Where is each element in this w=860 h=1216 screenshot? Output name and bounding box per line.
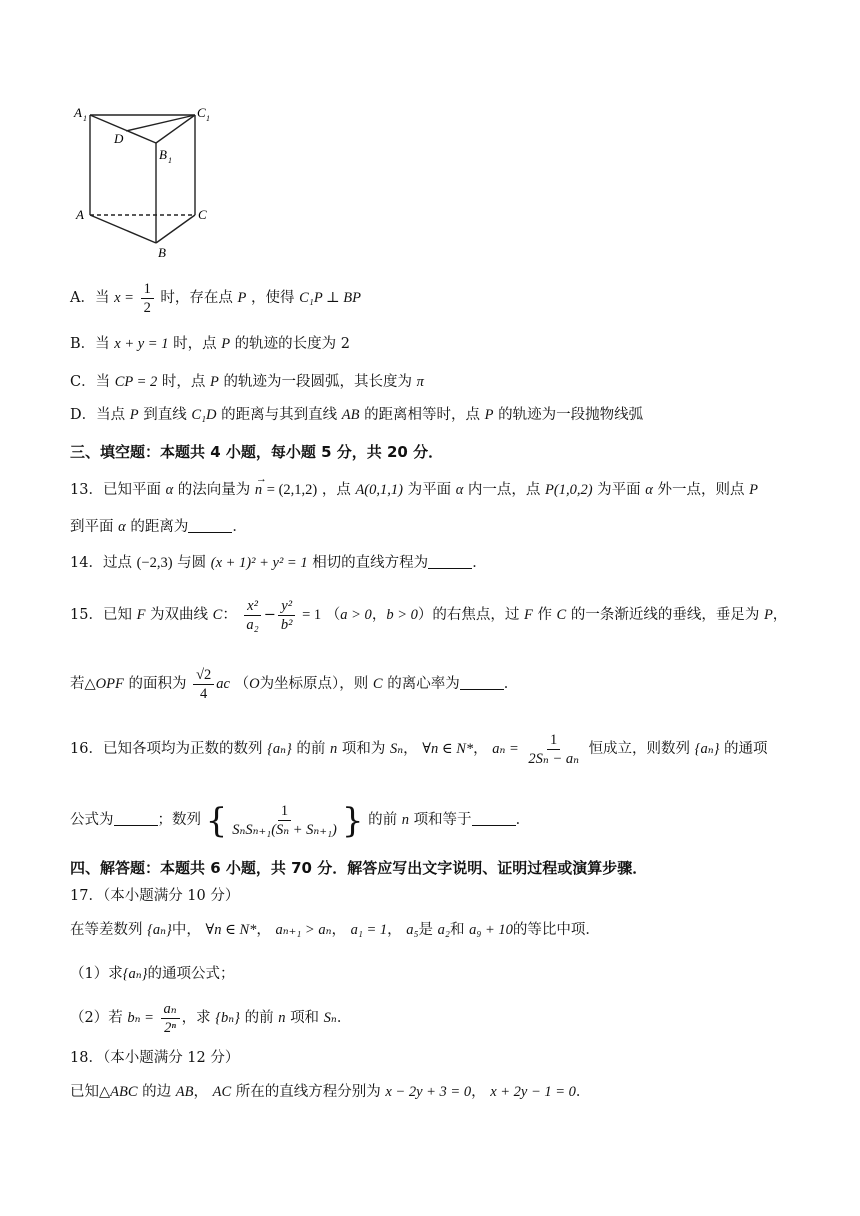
q15-frac-y <box>278 597 296 634</box>
q15-c: C <box>212 607 223 623</box>
option-c-suffix: 的轨迹为一段圆弧，其长度为 <box>223 374 412 390</box>
q17-end: ． <box>336 1010 352 1026</box>
q15-l2d: 为坐标原点），则 <box>259 676 369 692</box>
answer-blank <box>188 518 232 533</box>
q16-sn: Sₙ <box>389 741 404 757</box>
q14-end: ． <box>472 555 487 571</box>
question-15-line1: 15．已知 F 为双曲线 C： $\frac{\text{x²}}{\text{a₂}}$ − $\frac{\text{y²}}{\text{b²}}$ = 1 （a > 0，b > 0）的右焦点，过 F 作 C 的一条渐近线的垂线，垂足为 P， <box>70 597 788 633</box>
q18-t2: 的边 <box>142 1084 172 1100</box>
q17-p2c: 的前 <box>244 1010 274 1026</box>
label-a1-sub: 1 <box>83 114 87 123</box>
frac-num: 1 <box>141 280 154 299</box>
q13-num: 13． <box>70 482 103 498</box>
q13-t4: 为平面 <box>407 482 452 498</box>
option-d-mid3: 的距离相等时，点 <box>364 407 481 423</box>
q17-t7: 和 <box>449 922 465 938</box>
q14-circle: (x + 1)² + y² = 1 <box>210 555 308 571</box>
q16-t6: 恒成立，则数列 <box>588 741 691 757</box>
q16-aneq: aₙ = <box>492 741 519 757</box>
option-d-math-p2: P <box>484 407 494 423</box>
answer-blank <box>472 811 516 826</box>
q15-end: ． <box>503 676 519 692</box>
option-a-math-p: P <box>237 290 247 306</box>
q15-t3: （ <box>325 607 341 623</box>
q13-p: P(1,0,2) <box>545 482 593 498</box>
q16-t5: ， <box>473 741 488 757</box>
q17-t6: 是 <box>418 922 434 938</box>
label-d: D <box>114 131 124 146</box>
q15-t6: 作 <box>537 607 552 623</box>
right-brace: } <box>341 801 364 841</box>
q13-t8: 到平面 <box>70 519 114 535</box>
question-17-part1 <box>70 962 234 983</box>
option-b-suffix: 的轨迹的长度为 2 <box>234 336 350 352</box>
q14-num: 14． <box>70 555 103 571</box>
question-16-line2 <box>70 795 530 846</box>
q15-t5: ）的右焦点，过 <box>417 607 520 623</box>
q15-a0: a > 0 <box>340 607 372 623</box>
frac-den: 2 <box>143 299 151 316</box>
q17-t4: ， <box>331 922 346 938</box>
q13-t5: 内一点，点 <box>467 482 541 498</box>
q17-p2d: 项和 <box>290 1010 320 1026</box>
q17-forall: ∀n ∈ N* <box>205 922 257 938</box>
q13-t6: 为平面 <box>597 482 641 498</box>
option-b-prefix: B．当 <box>70 336 110 352</box>
q15-o: O <box>249 676 260 692</box>
q17-bneq: bₙ = <box>127 1010 154 1026</box>
q17-a9: a₉ + 10 <box>469 922 513 938</box>
option-d-math-c1d: C₁D <box>191 407 217 423</box>
q13-t2: 的法向量为 <box>177 482 251 498</box>
option-d <box>70 403 643 424</box>
answer-blank <box>114 811 158 826</box>
q15-f: F <box>136 607 146 623</box>
q14-t1: 过点 <box>102 555 132 571</box>
q17-sn: Sₙ <box>323 1010 337 1026</box>
option-d-suffix: 的轨迹为一段抛物线弧 <box>498 407 644 423</box>
label-a: A <box>76 207 84 222</box>
q17-p1a: （1）求 <box>70 966 123 982</box>
q17-bn: {bₙ} <box>215 1010 240 1026</box>
q18-t3: ， <box>193 1084 208 1100</box>
q14-t3: 相切的直线方程为 <box>312 555 429 571</box>
edge-a-b <box>90 215 156 243</box>
q16-l2c: 的前 <box>368 812 398 828</box>
left-brace: { <box>205 801 228 841</box>
option-a-fraction <box>141 280 154 317</box>
q15-opf: OPF <box>95 676 124 692</box>
q16-t2: 的前 <box>296 741 326 757</box>
q16-seq-frac <box>229 802 340 839</box>
option-d-mid2: 的距离与其到直线 <box>221 407 338 423</box>
q16-frac <box>525 731 582 768</box>
option-d-math-p1: P <box>129 407 139 423</box>
option-d-math-ab: AB <box>341 407 360 423</box>
q13-t1: 已知平面 <box>102 482 161 498</box>
frac-num: y² <box>278 597 295 616</box>
question-17-part2 <box>70 998 351 1038</box>
answer-blank <box>428 554 472 569</box>
q13-alpha: α <box>165 482 174 498</box>
q15-f2: F <box>523 607 533 623</box>
frac-num: x² <box>244 597 261 616</box>
q16-t3: 项和为 <box>341 741 386 757</box>
frac-num: aₙ <box>161 1000 180 1019</box>
q17-an: {aₙ} <box>147 922 172 938</box>
q18-abc: ABC <box>110 1084 138 1100</box>
q18-ab: AB <box>175 1084 194 1100</box>
q17-t2: 中， <box>171 922 201 938</box>
q13-p2: P <box>749 482 758 498</box>
q15-t4: ， <box>371 607 387 623</box>
option-d-mid1: 到直线 <box>143 407 187 423</box>
q17-n: n <box>278 1010 286 1026</box>
option-c-prefix: C．当 <box>70 374 111 390</box>
q14-pt: (−2,3) <box>136 555 173 571</box>
option-d-prefix: D．当点 <box>70 407 126 423</box>
q17-p2b: ，求 <box>181 1010 211 1026</box>
q14-t2: 与圆 <box>177 555 207 571</box>
q15-p: P <box>763 607 773 623</box>
q16-t4: ， <box>403 741 418 757</box>
frac-den: SₙSₙ₊₁(Sₙ + Sₙ₊₁) <box>232 821 337 838</box>
q15-l2e: 的离心率为 <box>387 676 460 692</box>
q16-end: ． <box>515 812 531 828</box>
q17-t1: 在等差数列 <box>70 922 143 938</box>
frac-den: a₂ <box>246 616 259 633</box>
q16-an2: {aₙ} <box>694 741 720 757</box>
q13-alpha4: α <box>118 519 126 535</box>
option-c <box>70 370 424 391</box>
q17-t3: ， <box>256 922 271 938</box>
q15-ac: ac <box>216 676 230 692</box>
question-17-body <box>70 918 600 939</box>
section-3-heading: 三、填空题：本题共 4 小题，每小题 5 分，共 20 分． <box>70 443 444 461</box>
frac-num: √2 <box>193 666 214 685</box>
q16-forall: ∀n ∈ N* <box>422 741 474 757</box>
q18-t5: ， <box>471 1084 486 1100</box>
question-15-line2 <box>70 662 518 706</box>
q18-end: ． <box>575 1084 591 1100</box>
label-a1: A <box>74 105 82 120</box>
option-b-math: x + y = 1 <box>114 336 169 352</box>
frac-num: 1 <box>547 731 560 750</box>
option-c-math: CP = 2 <box>114 374 158 390</box>
q17-p1b: 的通项公式； <box>147 966 235 982</box>
q17-a5: a₅ <box>406 922 419 938</box>
q17-a1: a₁ = 1 <box>350 922 388 938</box>
q13-alpha3: α <box>645 482 653 498</box>
option-a-math-perp: C₁P ⊥ BP <box>299 290 362 306</box>
q17-gt: aₙ₊₁ > aₙ <box>275 922 332 938</box>
answer-blank <box>460 675 504 690</box>
option-a-mid2: ，使得 <box>251 290 295 306</box>
q15-t1: 已知 <box>102 607 132 623</box>
option-a-mid1: 时，存在点 <box>160 290 233 306</box>
q15-b0: b > 0 <box>386 607 418 623</box>
q13-a: A(0,1,1) <box>355 482 403 498</box>
q15-frac-sqrt <box>193 666 214 703</box>
q15-eq1: = 1 <box>302 607 322 623</box>
q17-t8: 的等比中项． <box>512 922 600 938</box>
q18-t1: 已知△ <box>70 1084 111 1100</box>
option-b <box>70 332 350 353</box>
frac-den: b² <box>280 616 293 633</box>
q16-n: n <box>330 741 338 757</box>
q16-l2b: ；数列 <box>157 812 201 828</box>
label-c1-sub: 1 <box>206 114 210 123</box>
section-4-heading: 四、解答题：本题共 6 小题，共 70 分．解答应写出文字说明、证明过程或演算步骤． <box>70 859 648 877</box>
q18-line1: x − 2y + 3 = 0 <box>385 1084 472 1100</box>
q16-t1: 已知各项均为正数的数列 <box>102 741 263 757</box>
q13-t7: 外一点，则点 <box>657 482 745 498</box>
q17-p2a: （2）若 <box>70 1010 123 1026</box>
q13-n: n <box>254 482 263 498</box>
q16-t7: 的通项 <box>724 741 768 757</box>
q16-num: 16． <box>70 741 103 757</box>
option-b-math-p: P <box>221 336 231 352</box>
q13-end: ． <box>232 519 247 535</box>
question-14 <box>70 551 487 572</box>
frac-num: 1 <box>278 802 291 821</box>
q18-t4: 所在的直线方程分别为 <box>235 1084 381 1100</box>
q18-ac: AC <box>212 1084 232 1100</box>
label-b1: B <box>159 147 167 162</box>
label-b: B <box>158 245 166 260</box>
q15-frac-x <box>243 597 261 634</box>
q16-n2: n <box>401 812 409 828</box>
label-c: C <box>198 207 207 222</box>
option-a <box>70 278 361 318</box>
q15-t8: ， <box>772 607 788 623</box>
q15-l2a: 若△ <box>70 676 96 692</box>
q15-l2b: 的面积为 <box>128 676 187 692</box>
q15-t2: 为双曲线 <box>150 607 209 623</box>
option-a-prefix: A．当 <box>70 290 110 306</box>
q13-nvec: → n <box>254 473 267 498</box>
question-18-body <box>70 1080 590 1101</box>
option-a-math-x: x = <box>114 290 134 306</box>
question-17-head: 17．（本小题满分 10 分） <box>70 888 240 904</box>
q15-num: 15． <box>70 607 103 623</box>
q15-l2c: （ <box>234 676 250 692</box>
option-c-math-pi: π <box>416 374 424 390</box>
frac-den: 2Sₙ − aₙ <box>528 750 579 767</box>
prism-figure <box>60 95 230 270</box>
question-13-line1 <box>70 473 758 499</box>
q13-nval: = (2,1,2) <box>266 482 318 498</box>
q15-c3: C <box>372 676 383 692</box>
q16-an: {aₙ} <box>267 741 292 757</box>
q13-alpha2: α <box>455 482 464 498</box>
label-c1: C <box>197 105 206 120</box>
frac-den: 2ⁿ <box>164 1019 176 1036</box>
question-13-line2 <box>70 515 247 536</box>
q18-line2: x + 2y − 1 = 0 <box>490 1084 576 1100</box>
q16-l2d: 项和等于 <box>413 812 472 828</box>
q17-frac <box>161 1000 180 1037</box>
q17-an2: {aₙ} <box>122 966 148 982</box>
option-c-math-p: P <box>210 374 219 390</box>
q17-a2: a₂ <box>437 922 450 938</box>
q17-t5: ， <box>387 922 402 938</box>
question-18-head: 18．（本小题满分 12 分） <box>70 1050 240 1066</box>
label-b1-sub: 1 <box>168 156 172 165</box>
option-b-mid1: 时，点 <box>173 336 217 352</box>
frac-den: 4 <box>200 685 208 702</box>
q13-t9: 的距离为 <box>130 519 189 535</box>
question-16-line1 <box>70 727 768 771</box>
q16-l2a: 公式为 <box>70 812 114 828</box>
q13-t3: ，点 <box>321 482 351 498</box>
q15-t7: 的一条渐近线的垂线，垂足为 <box>570 607 760 623</box>
option-c-mid1: 时，点 <box>161 374 206 390</box>
edge-c-b <box>156 215 195 243</box>
q15-c2: C <box>556 607 567 623</box>
